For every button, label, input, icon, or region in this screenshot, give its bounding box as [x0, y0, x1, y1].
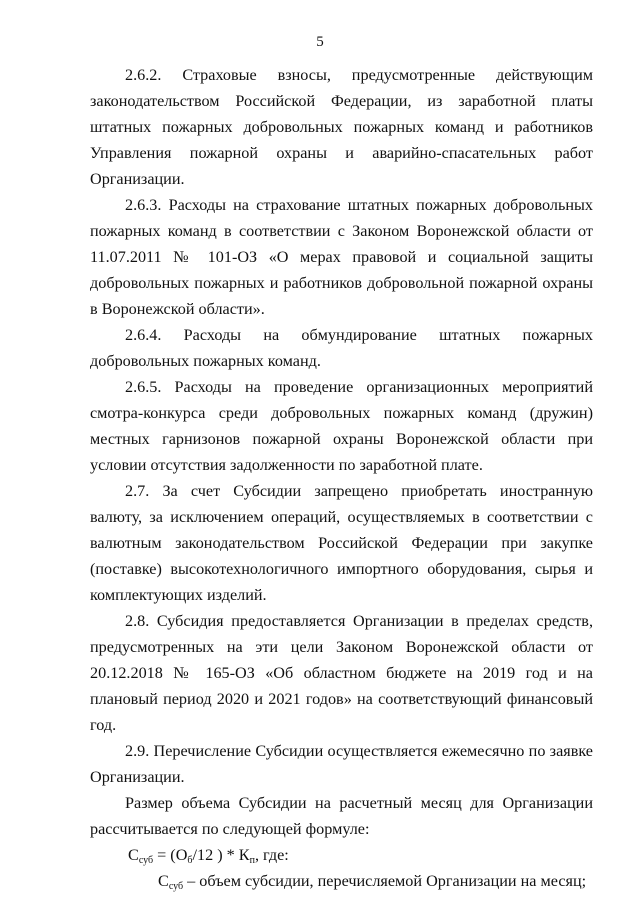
paragraph-2-9: 2.9. Перечисление Субсидии осуществляется ежемесячно по заявке Организации. [90, 742, 593, 786]
formula-o-subscript: б [187, 855, 193, 866]
paragraph-formula-intro: Размер объема Субсидии на расчетный месяц для Организации рассчитывается по следующей формуле: [90, 794, 593, 838]
document-body [90, 62, 593, 894]
definition-c: С [158, 872, 169, 890]
formula-c: С [128, 846, 139, 864]
definition-text: – объем субсидии, перечисляемой Организации на месяц; [183, 872, 587, 890]
paragraph-2-6-4: 2.6.4. Расходы на обмундирование штатных пожарных добровольных пожарных команд. [90, 326, 593, 370]
formula-c-subscript: суб [138, 855, 154, 866]
page-number: 5 [316, 34, 324, 50]
formula-eq-open: = (О [153, 846, 188, 864]
paragraph-2-6-3: 2.6.3. Расходы на страхование штатных пожарных добровольных пожарных команд в соответствии с Законом Воронежской области от 11.07.2011 № 101-ОЗ «О мерах правовой и социальной защиты добровольных пожарных и работников добровольной пожарной охраны в Воронежской области». [90, 196, 593, 318]
definition-c-subscript: суб [168, 881, 184, 892]
paragraph-2-8: 2.8. Субсидия предоставляется Организации в пределах средств, предусмотренных на эти цели Законом Воронежской области от 20.12.2018 № 165-ОЗ «Об областном бюджете на 2019 год и на плановый период 2020 и 2021 годов» на соответствующий финансовый год. [90, 612, 593, 734]
subsidy-formula [90, 842, 593, 868]
paragraph-2-7: 2.7. За счет Субсидии запрещено приобретать иностранную валюту, за исключением операций, осуществляемых в соответствии с валютным законодательством Российской Федерации при закупке (поставке) высокотехнологичного импортного оборудования, сырья и комплектующих изделий. [90, 482, 593, 604]
formula-k-subscript: п [249, 855, 255, 866]
paragraph-2-6-2: 2.6.2. Страховые взносы, предусмотренные действующим законодательством Российской Федерации, из заработной платы штатных пожарных добровольных пожарных команд и работников Управления пожарной охраны и аварийно-спасательных работ Организации. [90, 66, 593, 188]
formula-tail: , где: [254, 846, 289, 864]
paragraph-2-6-5: 2.6.5. Расходы на проведение организационных мероприятий смотра-конкурса среди добровольных пожарных команд (дружин) местных гарнизонов пожарной охраны Воронежской области при условии отсутствия задолженности по заработной плате. [90, 378, 593, 474]
formula-definition-c [90, 868, 593, 894]
formula-mid: /12 ) * К [192, 846, 250, 864]
